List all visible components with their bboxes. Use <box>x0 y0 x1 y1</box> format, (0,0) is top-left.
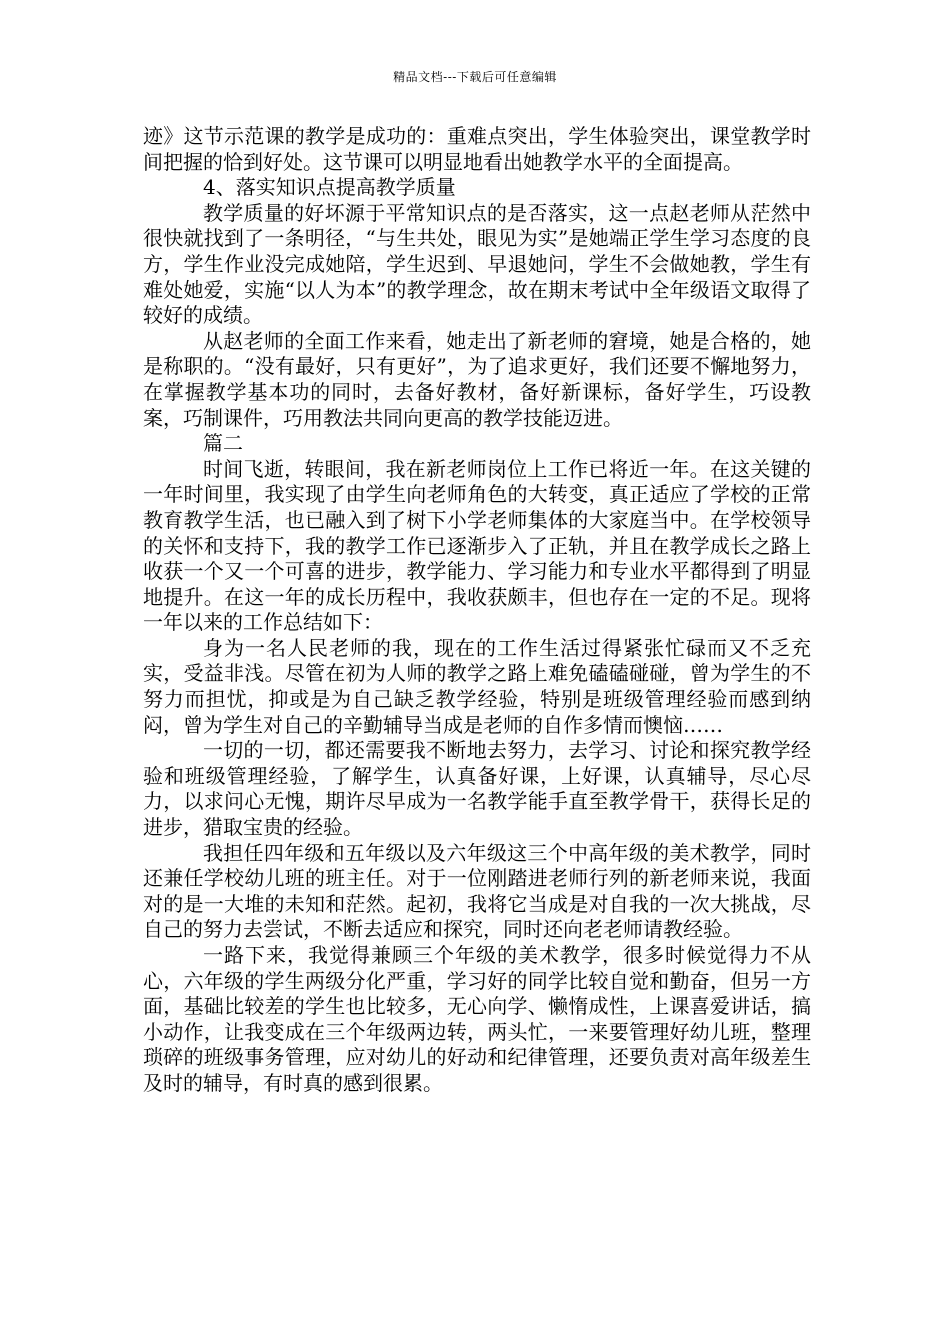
page-header: 精品文档---下载后可任意编辑 <box>393 70 557 84</box>
section-heading-4: 4、落实知识点提高教学质量 <box>203 175 456 200</box>
paragraph: 我担任四年级和五年级以及六年级这三个中高年级的美术教学，同时还兼任学校幼儿班的班主任。对于一位刚踏进老师行列的新老师来说，我面对的是一大堆的未知和茫然。起初，我将它当成是对自我的一次大挑战，尽自己的努力去尝试，不断去适应和探究，同时还向老老师请教经验。 <box>143 840 811 942</box>
paragraph: 一路下来，我觉得兼顾三个年级的美术教学，很多时候觉得力不从心，六年级的学生两级分化严重，学习好的同学比较自觉和勤奋，但另一方面，基础比较差的学生也比较多，无心向学、懒惰成性，上课喜爱讲话，搞小动作，让我变成在三个年级两边转，两头忙，一来要管理好幼儿班，整理琐碎的班级事务管理，应对幼儿的好动和纪律管理，还要负责对高年级差生及时的辅导，有时真的感到很累。 <box>143 943 811 1095</box>
paragraph: 身为一名人民老师的我，现在的工作生活过得紧张忙碌而又不乏充实，受益非浅。尽管在初为人师的教学之路上难免磕磕碰碰，曾为学生的不努力而担忧，抑或是为自己缺乏教学经验，特别是班级管理经验而感到纳闷，曾为学生对自己的辛勤辅导当成是老师的自作多情而懊恼…… <box>143 635 811 737</box>
paragraph: 一切的一切，都还需要我不断地去努力，去学习、讨论和探究教学经验和班级管理经验，了解学生，认真备好课，上好课，认真辅导，尽心尽力，以求问心无愧，期许尽早成为一名教学能手直至教学骨干，获得长足的进步，猎取宝贵的经验。 <box>143 738 811 840</box>
paragraph-continuation: 迹》这节示范课的教学是成功的：重难点突出，学生体验突出，课堂教学时间把握的恰到好处。这节课可以明显地看出她教学水平的全面提高。 <box>143 124 811 174</box>
paragraph: 从赵老师的全面工作来看，她走出了新老师的窘境，她是合格的，她是称职的。“没有最好，只有更好”，为了追求更好，我们还要不懈地努力，在掌握教学基本功的同时，去备好教材，备好新课标，备好学生，巧设教案，巧制课件，巧用教法共同向更高的教学技能迈进。 <box>143 328 811 430</box>
document-body <box>143 124 811 1097</box>
paragraph: 教学质量的好坏源于平常知识点的是否落实，这一点赵老师从茫然中很快就找到了一条明径，“与生共处，眼见为实”是她端正学生学习态度的良方，学生作业没完成她陪，学生迟到、早退她问，学生不会做她教，学生有难处她爱，实施“以人为本”的教学理念，故在期末考试中全年级语文取得了较好的成绩。 <box>143 200 811 328</box>
paragraph: 时间飞逝，转眼间，我在新老师岗位上工作已将近一年。在这关键的一年时间里，我实现了由学生向老师角色的大转变，真正适应了学校的正常教育教学生活，也已融入到了树下小学老师集体的大家庭当中。在学校领导的关怀和支持下，我的教学工作已逐渐步入了正轨，并且在教学成长之路上收获一个又一个可喜的进步，教学能力、学习能力和专业水平都得到了明显地提升。在这一年的成长历程中，我收获颇丰，但也存在一定的不足。现将一年以来的工作总结如下： <box>143 456 811 635</box>
section-heading-part-two: 篇二 <box>203 431 243 456</box>
